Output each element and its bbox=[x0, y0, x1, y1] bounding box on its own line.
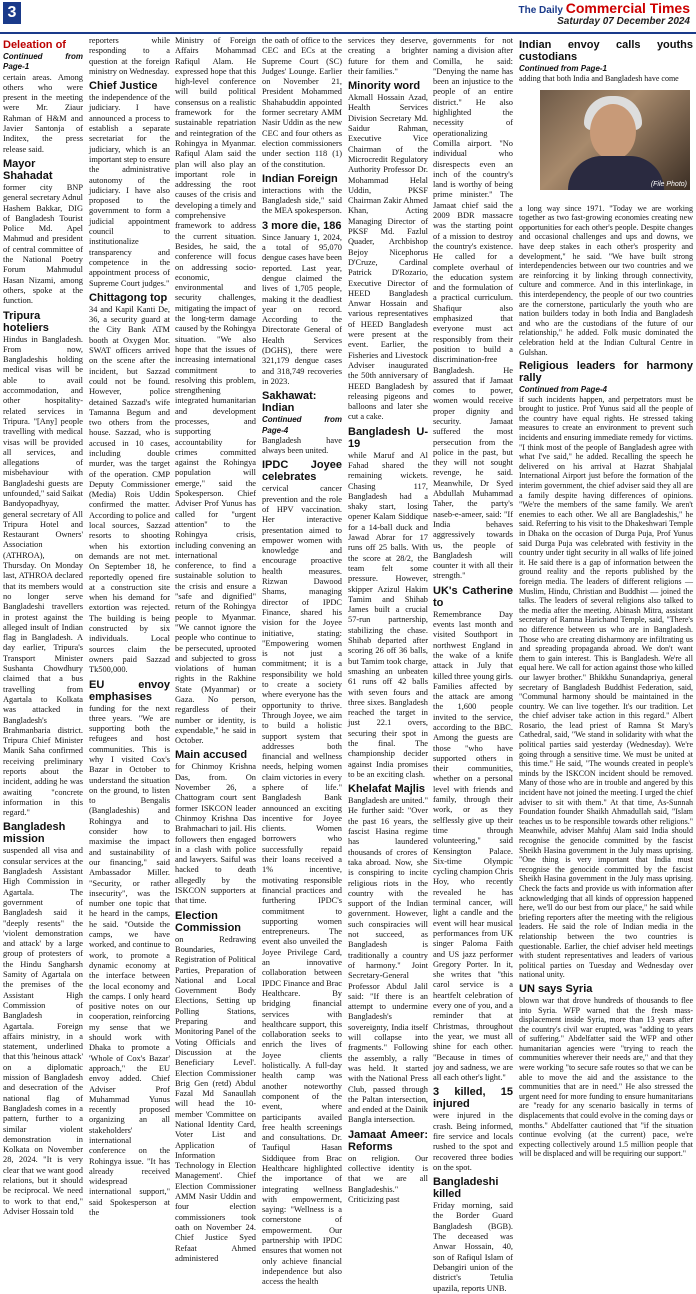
headline: Mayor Shahadat bbox=[3, 157, 53, 182]
continued-note: Continued from Page-4 bbox=[519, 385, 608, 395]
photo-caption: (File Photo) bbox=[650, 181, 687, 188]
headline: Chittagong top bbox=[89, 291, 168, 304]
article-text: Bangladesh have always been united. bbox=[262, 435, 342, 456]
column-6 bbox=[433, 36, 514, 1293]
headline: Main accused bbox=[175, 749, 248, 762]
column-2 bbox=[89, 36, 170, 1218]
article-text: on Redrawing Boundaries, Registration of Political Parties, Preparation of National and Local Government Body Elections, Setting up Polling Stations, Preparing and Monitoring Panel of the Voting Officials and Discussion at the Beneficiary Level'. Election Commissioner Brig Gen (retd) Abdul Fazal Md Sanaullah will head the 10-member 'Committee on National Identity Card, Voter List and Application of Information Technology in Election Management'. Chief Election Commissioner AMM Nasir Uddin and four election commissioners took oath on November 24. Chief Justice Syed Refaat Ahmed administered bbox=[175, 934, 256, 1263]
article-text: former city BNP general secretary Adnul Hashem Bakkar, DIG of Bangladesh Tourist Police Md. Apel Mahmud and president of central committee of the National Poetry Forum Mahmudul Hasan Nizami, among others, spoke at the function. bbox=[3, 182, 83, 306]
continued-note: Continued from Page-1 bbox=[519, 64, 608, 73]
newspaper-brand bbox=[519, 0, 691, 27]
headline: Election Commission bbox=[175, 909, 242, 934]
article-text: governments for not naming a division after Comilla, he said: "Denying the name has been an injustice to the people of an entire district." He also highlighted the necessity of operationalizing Comilla airport. "No individual who disrespects even an inch of the country's land is worthy of being prime minister." The Jamaat chief said the 2009 BDR massacre was the starting point of a mission to destroy the country's existence. He called for a complete overhaul of the education system and the formulation of a practical curriculum. Shafiqur also emphasized that everyone must act responsibly from their position to build a discrimination-free Bangladesh. He assured that if Jamaat comes to power, women would receive proper dignity and security. Jamaat suffered the most persecution from the police in the past, but they will not sought revenge, he said. Meanwhile, Dr Syed Abdullah Muhammad Taher, the party's naseb-e-ameer, said: "If India behaves aggressively towards us, the people of Bangladesh will counter it with all their strength." bbox=[433, 36, 513, 581]
headline: Chief Justice bbox=[89, 80, 158, 93]
photo-face bbox=[590, 104, 636, 160]
envoy-photo bbox=[540, 90, 690, 190]
column-7 bbox=[519, 36, 693, 1159]
headline: UN says Syria bbox=[519, 982, 593, 995]
brand-prefix: The Daily bbox=[518, 5, 563, 16]
article-text: Since January 1, 2024, a total of 95,070 dengue cases have been reported. Last year, dengue claimed the lives of 1,705 people, making it the deadliest year on record. According to the Directorate General of Health Services (DGHS), there were 321,179 dengue cases and 318,749 recoveries in 2023. bbox=[262, 232, 342, 386]
article-text: Ministry of Foreign Affairs Mohammad Rafiqul Alam. He expressed hope that this high-level conference will build political consensus on a realistic framework for the sustainable repatriation and reintegration of the Rohingya in Myanmar. Rafiqul Alam said the plan will also play an important role in addressing the root causes of the crisis and developing a timely and comprehensive framework to address the current situation. Besides, he said, the conference will focus on addressing socio-economic, environmental and security challenges, mitigating the impact of the long-term damage caused by the Rohingya situation. "We also hope that the issues of increasing international commitment to resolving this problem, strengthening integrated humanitarian and development processes, and supporting accountability for crimes committed against the Rohingya population will emerge," said the Spokesperson. Chief Adviser Prof Yunus has called for "urgent attention" to the Rohingya crisis, including convening an international conference, to find a sustainable solution to the crisis and ensure a "safe and dignified" return of the Rohingya people to Myanmar. "We cannot ignore the people who continue to be persecuted, uprooted and subjected to gross violations of human rights in the Rakhine State (Myanmar) or Gaza. No person, regardless of their number or identity, is expendable," he said in October. bbox=[175, 36, 256, 746]
article-text: interactions with the Bangladesh side," said the MEA spokesperson. bbox=[262, 185, 342, 216]
headline: 3 more die, 186 bbox=[262, 219, 342, 232]
article-text: blown war that drove hundreds of thousands to flee into Syria. WFP warned that the fresh mass-displacement inside Syria, more than 13 years after the country's civil war erupted, was "adding to years of suffering." Abdelfatter said the WFP and other humanitarian agencies were "trying to reach the communities wherever their needs are," and that they were working "to secure safe routes so that we can be able to move the aid and the assistance to the communities that are in need." He also stressed the urgent need for more funding to ensure humanitarians are "ready for any scenario basically in terms of displacements that could evolve in the coming days or months." Abdelfatter cautioned that "if the situation continue evolving (at the current) pace, we're expecting collectively around 1.5 million people that will be displaced and will be requiring our support." bbox=[519, 995, 693, 1159]
masthead bbox=[0, 0, 696, 34]
article-text: reporters while responding to a question at the foreign ministry on Wednesday. bbox=[89, 36, 170, 76]
headline: IPDC Joyee celebrates bbox=[262, 459, 342, 484]
article-text: if such incidents happen, and perpetrators must be brought to justice. Prof Yunus said all the people of the country have equal rights. He stressed taking measures to create an environment to prevent such incidents and ensuring immediate remedy for victims. "I think most of the people of Bangladesh agree with what I've said," he added. Recalling the speech he delivered on his arrival at Hazrat Shahjalal International Airport just before the formation of the interim government, the chief adviser said they all are a family despite having differences of opinions. "We're the members of the same family. We aren't enemies to each other. We all are Bangladeshis," he said. Referring to his visit to the Dhakeshwari Temple in Dhaka on the occasion of Durga Puja, Prof Yunus said Durga Puja was celebrated with festivity in the country under tight security in all walks of life joined it. He said there is a gap of information between the ground reality and the reports published by the foreign media. The leaders of different religions — Muslim, Hindu, Christian and Buddhist — joined the talks. The leaders of several religions also talked to the media after the meeting. Abinash Mitra, assistant secretary of Ramna Harichand Temple, said, "There's no difference between us who are in Bangladesh. Those who are creating disharmony are infiltrating us and spreading propaganda abroad. We don't want them to gain interest. This is Bangladesh. We're all equal here. We call for action against those who killed our lawyer brother." Bhikkhu Sunandapriya, general secretary of Bangladesh Buddhist Federation, said, "Communal harmony should be maintained in the country. We can live together. It's our tradition. Let the chief adviser take action in this regard." Albert Rosario, the lead priest of Ramna St Mary's Cathedral, said, "We stand in solidarity with what the political parties said yesterday (Wednesday). We're going through a sensitive time. We must be united at this time." He said, "The wounds created in people's minds by the ISKCON incident should be removed. Many of those who are in trouble and angered by this incident have not joined the meeting. I urged the chief adviser to sit with them." At that time, As-Sunnah Foundation founder Shaikh Ahmadullah said, "Islam teaches us to be responsible towards other religions." Meanwhile, adviser Mahfuj Alam said India should recognise the genocide committed by the fascist Sheikh Hasina government in the July mass uprising. "One thing is very important that India must recognise the genocide committed by the fascist Sheikh Hasina government in the July mass uprising. Check the facts and provide us with information after acknowledging that all kinds of oppression happened here, we'll do our best from our place," he said while briefing reporters after the meeting with the religious leaders. He said the role of Indian media in the relationship between the two countries is questionable. Earlier, the chief adviser held meetings with student representatives and leaders of various political parties on Tuesday and Wednesday over national unity. bbox=[519, 394, 693, 980]
article-text: Bangladesh are united." He further said: "Over the past 16 years, the fascist Hasina regime has laundered thousands of crores of taka abroad. Now, she is conspiring to incite religious riots in the country with the support of the Indian government. However, such conspiracies will not succeed, as Bangladesh is traditionally a country of harmony." Joint Secretary-General Professor Abdul Jalil said: "If there is an attempt to undermine Bangladesh's sovereignty, India itself will collapse into fragments." Following the assembly, a rally was held. It started with the National Press Club, passed through the Paltan intersection, and ended at the Dainik Bangla intersection. bbox=[348, 796, 428, 1125]
headline: UK's Catherine to bbox=[433, 584, 513, 609]
column-4 bbox=[262, 36, 342, 1287]
article-text: while Maruf and Al Fahad shared the remaining wickets. Chasing 117, Bangladesh had a shaky start, losing opener Kalam Siddique for a 14-ball duck and Jawad Abrar for 17 runs off 25 balls. With the score at 28/2, the team felt some pressure. However, skipper Azizul Hakim Tamim and Shihab James built a crucial 57-run partnership, stabilizing the chase. Shihab departed after scoring 26 off 36 balls, but Tamim took charge, smashing an unbeaten 61 runs off 42 balls with seven fours and three sixes. Bangladesh reached the target in just 22.1 overs, securing their spot in the final. The championship decider against India promises to be an exciting clash. bbox=[348, 450, 428, 779]
headline: Minority word bbox=[348, 80, 421, 93]
article-text: Hindus in Bangladesh. From now, Bangladeshis holding medical visas will be able to avail accommodation, and other hospitality-related services in Tripura. "[Any] people travelling with medical visas will be provided all services, and allegations of misbehaviour with Bangladeshi guests are unfounded," said Saikat Bandyopadhyay, general secretary of All Tripura Hotel and Restaurant Owners' Association (ATHROA), on Thursday. On Monday last, ATHROA declared that its members would no longer serve Bangladeshi travellers in protest against the alleged insult of Indian flag in Bangladesh. A day earlier, Tripura's Transport Minister Sushanta Chowdhury claimed that a bus travelling from Agartala to Kolkata was attacked in Bangladesh's Brahmanbaria district. Tripura Chief Minister Manik Saha confirmed receiving preliminary reports about the incident, adding he was awaiting "concrete information in this regard." bbox=[3, 334, 83, 818]
headline: Khelafat Majlis bbox=[348, 783, 426, 796]
continued-note: Continued from Page-4 bbox=[262, 415, 342, 435]
photo-body bbox=[568, 156, 664, 190]
article-text: services they deserve, creating a brighter future for them and their families." bbox=[348, 36, 428, 76]
article-text: were injured in the crash. Being informed, fire service and locals rushed to the spot and recovered three bodies on the spot. bbox=[433, 1111, 513, 1172]
article-text: a long way since 1971. "Today we are working together as two fast-growing economies creating new opportunities for each other's people. Despite changes and occasional challenges and ups and downs, we have deep stakes in each other's prosperity and development," he said. "We have built strong interdependencies between our two countries and we are reinforcing it by linking through connectivity, culture and commerce. And in this interlinkage, in this interdependency, the people of our two countries are the cornerstone, particularly the youth who are nation builders today in both India and Bangladesh and who are the custodians of the future of our relationship," he added. Folk music dominated the celebration held at the Indian Cultural Centre in Gulshan. bbox=[519, 203, 693, 357]
article-text: 34 and Kapil Kanti De, 36, a security guard at the City Bank ATM booth at Oxygen Mor. SWAT officers arrived on the scene after the incident, but Sazzad could not be found. However, police detained Sazzad's wife Tamanna Begum and two others from the house. Sazzad, who is accused in 10 cases, including double murder, was the target of the operation. CMP Deputy Commissioner (Media) Rois Uddin confirmed the matter. According to police and local sources, Sazzad resorts to shooting when his extortion demands are not met. On September 18, he reportedly opened fire at a construction site when his demand for extortion was rejected. The building is being constructed by six individuals. Local sources claim the owners paid Sazzad Tk500,000. bbox=[89, 304, 170, 675]
issue-date: Saturday 07 December 2024 bbox=[557, 16, 690, 27]
article-text: Remembrance Day events last month and visited Southport in northwest England in the wake of a knife attack in July that killed three young girls. Families affected by the attack are among the 1,600 people invited to the service, according to the BBC. Among the guests are those "who have supported others in their communities, whether on a personal level with friends and family, through their work, or as they selflessly give up their time through volunteering," said Kensington Palace. Six-time Olympic cycling champion Chris Hoy, who recently revealed he has terminal cancer, will light a candle and the event will hear musical performances from UK singer Paloma Faith and US jazz performer Gregory Porter. In it, she writes that "this carol service is a heartfelt celebration of every one of you, and a reminder that at Christmas, throughout the year, we must all shine for each other. "Because in times of joy and sadness, we are all each other's light." bbox=[433, 609, 514, 1083]
article-text: suspended all visa and consular services at the Bangladesh Assistant High Commission in Agartala. The government of Bangladesh said it "deeply resents" the 'violent demonstration and attack' by a large group of protesters of the Hindu Sangharsh Samity of Agartala on the premises of the Assistant High Commission of Bangladesh in Agartala. Foreign affairs ministry, in a statement, underlined that this 'heinous attack' on a diplomatic mission of Bangladesh and desecration of the national flag of Bangladesh comes in a pattern, further to a similar violent demonstration in Kolkata on November 28, 2024. "It is very clear that we want good relations, but it should be reciprocal. We need to work to that end," Adviser Hossain told bbox=[3, 846, 84, 1216]
headline: Indian envoy calls youths custodians bbox=[519, 39, 693, 63]
headline: EU envoy emphasises bbox=[89, 678, 170, 703]
column-3 bbox=[175, 36, 256, 1263]
headline: Indian Foreign bbox=[262, 172, 338, 185]
page-number: 3 bbox=[3, 2, 21, 24]
article-text: the oath of office to the CEC and ECs at the Supreme Court (SC) Judges' Lounge. Earlier on November 21, President Mohammed Shahabuddin appointed former secretary AMM Nasir Uddin as the new CEC and four others as election commissioners under section 118 (1) of the constitution. bbox=[262, 36, 342, 169]
article-text: on religion. Our collective identity is that we are all Bangladeshis." Criticizing past bbox=[348, 1153, 428, 1204]
article-text: for Chinmoy Krishna Das, from. On November 26, a Chattogram court sent former ISKCON leader Chinmoy Krishna Das Brahmachari to jail. His followers then engaged in a clash with police and lawyers. Saiful was hacked to death allegedly by the ISKCON supporters at that time. bbox=[175, 762, 256, 906]
headline: Jamaat Ameer: Reforms bbox=[348, 1128, 428, 1153]
article-text: Friday morning, said the Border Guard Bangladesh (BGB). The deceased was Anwar Hossain, 40, son of Rafiqul Islam of Debangiri union of the district's Tetulia upazila, reports UNB. bbox=[433, 1201, 513, 1293]
column-5 bbox=[348, 36, 428, 1204]
headline: Deleation of bbox=[3, 39, 66, 51]
article-text: funding for the next three years. "We are supporting both the refugees and host communities. This is why I visited Cox's Bazar in October to understand the situation on the ground, to listen to Bengalis (Bangladeshis) and Rohingya and to consider how to maximise the impact and sustainability of our financing," said Ambassador Miller. "Security, or rather insecurity", was the number one topic that he heard in the camps, he said. "Outside the camps, we have worked, and continue to work, to promote a dynamic economy at the interface between the local economy and the camps. I only heard positive notes on our cooperation, reinforcing my sense that we should work with Dhaka to promote a 'Whole of Cox's Bazar' approach," the EU envoy added. Chief Adviser Prof Muhammad Yunus recently proposed organizing an all stakeholders' international conference on the Rohingya issue. "It has already received widespread international support," said Spokesperson at the bbox=[89, 703, 170, 1218]
brand-name: Commercial Times bbox=[565, 0, 690, 16]
headline: Tripura hoteliers bbox=[3, 309, 49, 334]
headline: Bangladesh U-19 bbox=[348, 425, 428, 450]
column-1 bbox=[3, 36, 84, 1216]
article-text: adding that both India and Bangladesh have come bbox=[519, 73, 679, 83]
article-text: cervical cancer prevention and the role of HPV vaccination. Her interactive presentation aimed to empower women with knowledge and encourage proactive health measures. Rizwan Dawood Shams, managing director of IPDC Finance, shared his vision for the Joyee initiative, stating: "Empowering women is not just a commitment; it is a responsibility we hold to create a society where everyone has the opportunity to thrive. Through Joyee, we aim to build a holistic support system that addresses both financial and wellness needs, helping women claim victories in every sphere of life." Bangladesh Bank announced an exciting incentive for Joyee clients. Women borrowers who successfully repaid their loans received a 1% incentive, motivating responsible financial practices and furthering IPDC's commitment to supporting women entrepreneurs. The event also unveiled the Joyee Privilege Card, an innovative collaboration between IPDC Finance and Brac Healthcare. By bridging financial services with healthcare support, this collaboration seeks to enrich the lives of Joyee clients holistically. A full-day health camp was another noteworthy component of the event, where participants availed free health screenings and consultations. Dr. Taufiqul Hasan Siddiquee from Brac Healthcare highlighted the importance of integrating wellness with empowerment, saying: "Wellness is a cornerstone of empowerment. Our partnership with IPDC ensures that women not only achieve financial independence but also access the health bbox=[262, 484, 342, 1287]
continued-note: Continued from Page-1 bbox=[3, 52, 83, 72]
article-text: the independence of the judiciary. I have announced a process to establish a separate secretariat for the judiciary, which is an important step to ensure the administrative autonomy of the judiciary. I have also proposed to the government to form a judicial appointment council to institutionalize transparency and competence in the appointment process of Supreme Court judges." bbox=[89, 93, 170, 288]
article-text: Akmall Hossain Azad, Health Services Division Secretary Md. Saidur Rahman, Executive Vice Chairman of the Microcredit Regulatory Authority Professor Dr. Mohammad Helal Uddin, PKSF Chairman Zakir Ahmed Khan, Acting Managing Director of PKSF Md. Fazlul Quader, Archbishop Bejoy Nicephorus D'Cruze, Cardinal Patrick D'Rozario, Executive Director of HEED Bangladesh Anwar Hossain and various representatives of HEED Bangladesh were present at the event. Earlier, the Fisheries and Livestock Adviser inaugurated the 50th anniversary of HEED Bangladesh by releasing pigeons and balloons and later she cut a cake. bbox=[348, 93, 428, 422]
article-text: certain areas. Among others who were present in the meeting were Mr. Ziaur Rahman of H&M and Javier Santonja of Inditex, the press release said. bbox=[3, 72, 83, 154]
headline: Sakhawat: Indian bbox=[262, 390, 317, 415]
headline: Religious leaders for harmony rally bbox=[519, 360, 693, 385]
headline: Bangladeshi killed bbox=[433, 1176, 499, 1201]
headline: 3 killed, 15 injured bbox=[433, 1086, 513, 1111]
headline: Bangladesh mission bbox=[3, 821, 66, 846]
